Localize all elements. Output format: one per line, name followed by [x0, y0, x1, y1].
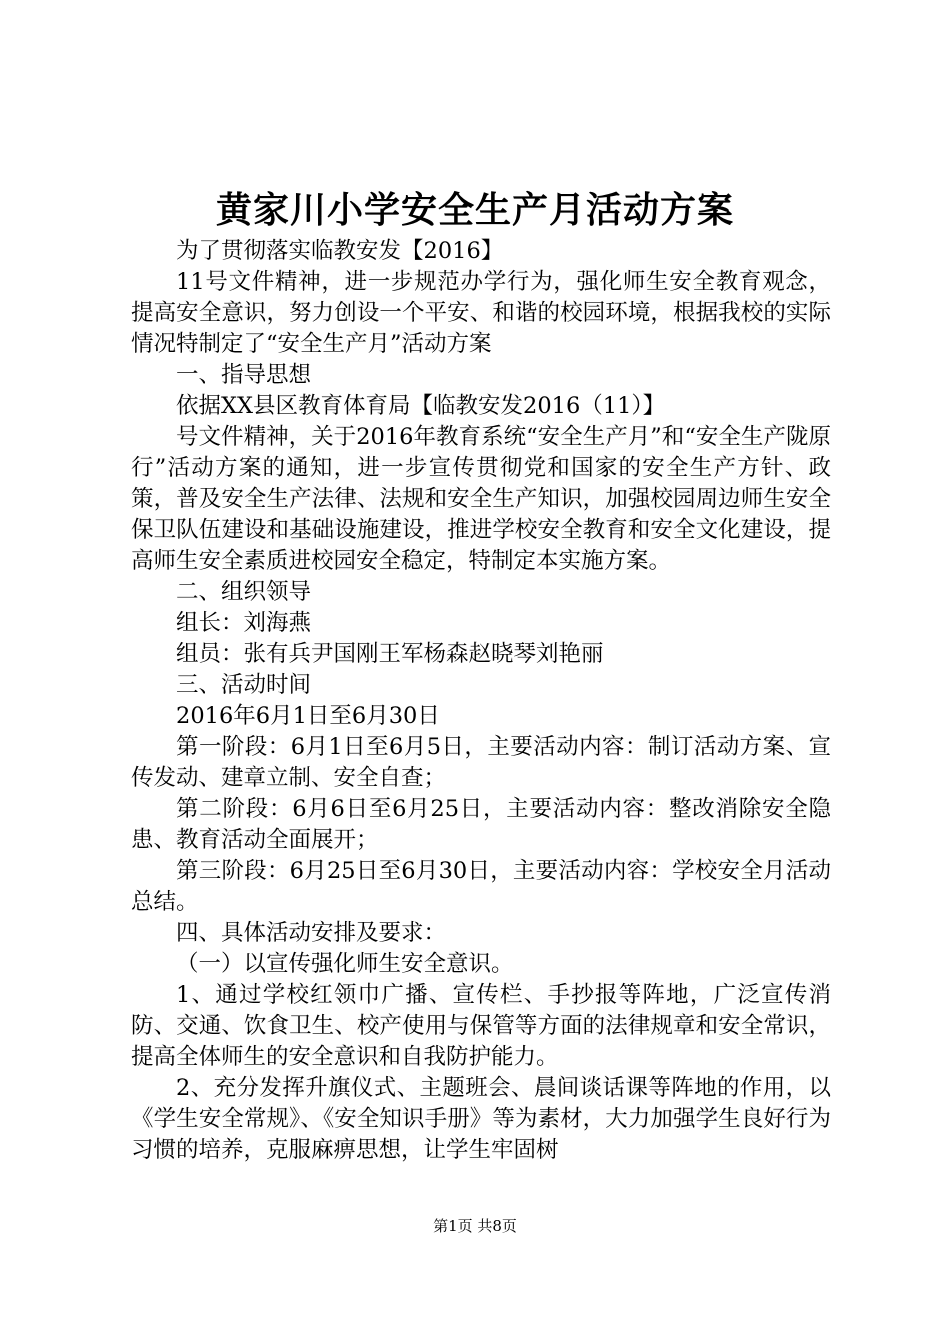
paragraph: 号文件精神，关于2016年教育系统“安全生产月”和“安全生产陇原行”活动方案的通知，进一步宣传贯彻党和国家的安全生产方针、政策，普及安全生产法律、法规和安全生产知识，加强校园周边师生安全保卫队伍建设和基础设施建设，推进学校安全教育和安全文化建设，提高师生安全素质进校园安全稳定，特制定本实施方案。 [131, 424, 831, 574]
paragraph: 11号文件精神，进一步规范办学行为，强化师生安全教育观念，提高安全意识，努力创设一个平安、和谐的校园环境，根据我校的实际情况特制定了“安全生产月”活动方案 [131, 269, 831, 357]
paragraph: 2016年6月1日至6月30日 [176, 703, 440, 729]
subsection-heading: （一）以宣传强化师生安全意识。 [176, 951, 514, 977]
paragraph: 1、通过学校红领巾广播、宣传栏、手抄报等阵地，广泛宣传消防、交通、饮食卫生、校产使用与保管等方面的法律规章和安全常识，提高全体师生的安全意识和自我防护能力。 [131, 982, 831, 1070]
paragraph: 第一阶段：6月1日至6月5日，主要活动内容：制订活动方案、宣传发动、建章立制、安全自查； [131, 734, 831, 791]
section-heading: 三、活动时间 [176, 672, 312, 698]
paragraph: 组员：张有兵尹国刚王军杨森赵晓琴刘艳丽 [176, 641, 604, 667]
paragraph: 第二阶段：6月6日至6月25日，主要活动内容：整改消除安全隐患、教育活动全面展开； [131, 796, 831, 853]
paragraph: 第三阶段：6月25日至6月30日，主要活动内容：学校安全月活动总结。 [131, 858, 831, 915]
paragraph: 2、充分发挥升旗仪式、主题班会、晨间谈话课等阵地的作用，以《学生安全常规》、《安全知识手册》等为素材，大力加强学生良好行为习惯的培养，克服麻痹思想，让学生牢固树 [131, 1075, 831, 1163]
page-number-footer: 第1页 共8页 [433, 1217, 517, 1235]
section-heading: 二、组织领导 [176, 579, 312, 605]
document-body [131, 236, 831, 1166]
document-title: 黄家川小学安全生产月活动方案 [215, 189, 734, 231]
paragraph: 组长：刘海燕 [176, 610, 312, 636]
section-heading: 一、指导思想 [176, 362, 312, 388]
section-heading: 四、具体活动安排及要求： [176, 920, 447, 946]
paragraph: 为了贯彻落实临教安发【2016】 [176, 238, 504, 264]
paragraph: 依据XX县区教育体育局【临教安发2016（11）】 [176, 393, 666, 419]
